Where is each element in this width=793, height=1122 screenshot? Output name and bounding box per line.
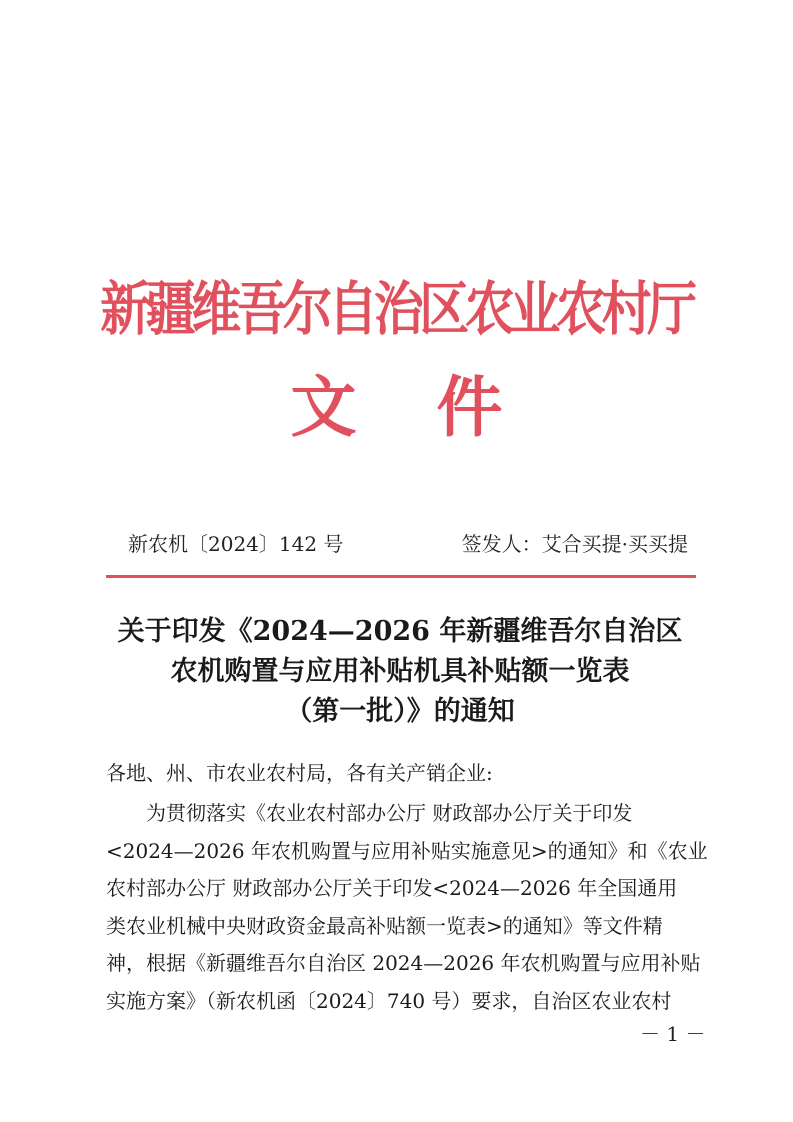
- body-line: 为贯彻落实《农业农村部办公厅 财政部办公厅关于印发: [146, 801, 633, 825]
- body-line: 类农业机械中央财政资金最高补贴额一览表>的通知》等文件精: [106, 913, 663, 938]
- doc-type-char-2: 件: [436, 369, 503, 446]
- body-line: 实施方案》（新农机函〔2024〕740 号）要求，自治区农业农村: [106, 988, 672, 1013]
- notice-title: [100, 612, 700, 732]
- doc-type-char-1: 文: [290, 369, 357, 446]
- page-number: － 1 －: [640, 1022, 706, 1046]
- red-divider-line: [106, 575, 696, 578]
- notice-title-line: 关于印发《2024—2026 年新疆维吾尔自治区: [117, 616, 683, 647]
- body-line: 神，根据《新疆维吾尔自治区 2024—2026 年农机购置与应用补贴: [106, 951, 701, 975]
- body-line: <2024—2026 年农机购置与应用补贴实施意见>的通知》和《农业: [106, 838, 708, 863]
- issuing-organization-header: 新疆维吾尔自治区农业农村厅: [100, 275, 693, 343]
- body-paragraph: [106, 795, 708, 1020]
- notice-title-line: （第一批）》的通知: [285, 696, 515, 727]
- notice-title-line: 农机购置与应用补贴机具补贴额一览表: [170, 656, 630, 687]
- body-line: 农村部办公厅 财政部办公厅关于印发<2024—2026 年全国通用: [106, 876, 678, 900]
- document-number: 新农机〔2024〕142 号: [128, 532, 344, 556]
- signer: 签发人：艾合买提·买买提: [461, 532, 688, 556]
- document-type-label: [0, 354, 793, 449]
- salutation: 各地、州、市农业农村局，各有关产销企业:: [106, 761, 493, 785]
